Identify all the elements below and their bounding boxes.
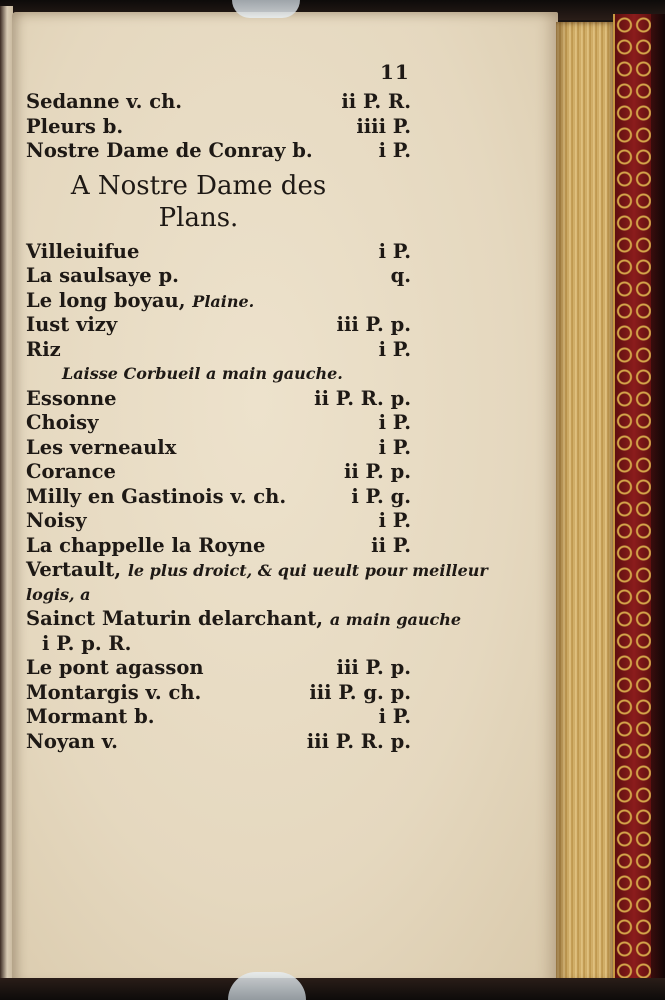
distance-marks: iiii P. bbox=[356, 114, 411, 138]
place-name: Mormant b. bbox=[26, 705, 155, 728]
itinerary-row bbox=[26, 240, 411, 265]
place-name: Montargis v. ch. bbox=[26, 680, 202, 704]
itinerary-row bbox=[26, 387, 411, 412]
place-name-italic: a main gauche bbox=[329, 610, 462, 629]
itinerary-row bbox=[26, 534, 411, 559]
place-name: Riz bbox=[26, 337, 61, 361]
clip-top bbox=[232, 0, 300, 18]
distance-marks: i P. bbox=[378, 705, 411, 728]
distance-marks: iii P. g. p. bbox=[309, 680, 411, 704]
place-name: Choisy bbox=[26, 411, 99, 434]
place-name-italic: Plaine. bbox=[192, 291, 255, 311]
itinerary-row bbox=[26, 139, 411, 164]
distance-marks: iii P. p. bbox=[336, 313, 411, 336]
itinerary-row bbox=[26, 289, 411, 314]
gilt-page-edges bbox=[556, 22, 614, 982]
distance-marks: q. bbox=[390, 264, 411, 287]
place-name: Nostre Dame de Conray b. bbox=[26, 139, 313, 162]
distance-marks: i P. bbox=[378, 435, 411, 459]
red-gilt-binding bbox=[613, 14, 655, 984]
distance-marks: i P. bbox=[378, 509, 411, 532]
itinerary-row bbox=[26, 115, 411, 140]
itinerary-row bbox=[26, 411, 411, 436]
place-name: Pleurs b. bbox=[26, 114, 124, 138]
place-name bbox=[26, 607, 461, 633]
place-name: Sedanne v. ch. bbox=[26, 90, 183, 113]
place-name-roman: Le long boyau, bbox=[26, 288, 186, 312]
distance-marks: i P. g. bbox=[351, 484, 411, 508]
distance-marks: ii P. R. bbox=[341, 90, 411, 113]
place-name: Milly en Gastinois v. ch. bbox=[26, 484, 287, 508]
continuation-marks: i P. p. R. bbox=[42, 631, 132, 655]
itinerary-row bbox=[26, 509, 411, 534]
distance-marks: ii P. R. p. bbox=[314, 386, 411, 410]
page-number: 11 bbox=[380, 60, 410, 84]
itinerary-row bbox=[26, 730, 411, 755]
place-name bbox=[26, 289, 254, 315]
distance-marks: ii P. bbox=[371, 533, 411, 557]
distance-marks: i P. bbox=[378, 139, 411, 162]
place-name: Le pont agasson bbox=[26, 656, 204, 679]
place-name: Les verneaulx bbox=[26, 435, 177, 459]
itinerary-row bbox=[26, 705, 411, 730]
itinerary-row bbox=[26, 436, 411, 461]
section-heading bbox=[26, 170, 411, 234]
distance-marks: ii P. p. bbox=[343, 460, 411, 483]
place-name: Iust vizy bbox=[26, 313, 118, 336]
itinerary-row bbox=[26, 460, 411, 485]
itinerary-row-vertault bbox=[26, 558, 488, 583]
itinerary-text bbox=[26, 90, 488, 754]
itinerary-row bbox=[26, 338, 411, 363]
itinerary-row bbox=[26, 681, 411, 706]
continuation-line: logis, a bbox=[26, 584, 91, 604]
distance-marks: i P. bbox=[378, 337, 411, 361]
itinerary-row bbox=[26, 264, 411, 289]
itinerary-row-saint-maturin bbox=[26, 607, 462, 632]
place-name-roman: Vertault, bbox=[26, 558, 122, 581]
place-name-italic: le plus droict, & qui ueult pour meilleur bbox=[127, 561, 488, 580]
scan-frame-bottom bbox=[0, 978, 665, 1000]
heading-line-2: Plans. bbox=[158, 202, 239, 233]
place-name: Noyan v. bbox=[26, 729, 118, 753]
place-name: La saulsaye p. bbox=[26, 264, 179, 287]
distance-marks: iii P. p. bbox=[336, 656, 411, 679]
distance-marks: i P. bbox=[378, 239, 411, 263]
itinerary-row bbox=[26, 313, 411, 338]
place-name: Corance bbox=[26, 460, 116, 483]
itinerary-row bbox=[26, 90, 411, 115]
itinerary-row bbox=[26, 656, 411, 681]
place-name: Noisy bbox=[26, 509, 87, 532]
heading-line-1: A Nostre Dame des bbox=[70, 170, 327, 201]
distance-marks: iii P. R. p. bbox=[306, 729, 411, 753]
binding-shadow bbox=[651, 14, 665, 984]
place-name-roman: Sainct Maturin delarchant, bbox=[26, 607, 324, 630]
place-name: Essonne bbox=[26, 386, 117, 410]
itinerary-row bbox=[26, 485, 411, 510]
place-name: Villeiuifue bbox=[26, 239, 140, 263]
route-note: Laisse Corbueil a main gauche. bbox=[62, 364, 343, 383]
distance-marks: i P. bbox=[378, 411, 411, 434]
place-name bbox=[26, 558, 488, 584]
place-name: La chappelle la Royne bbox=[26, 533, 266, 557]
